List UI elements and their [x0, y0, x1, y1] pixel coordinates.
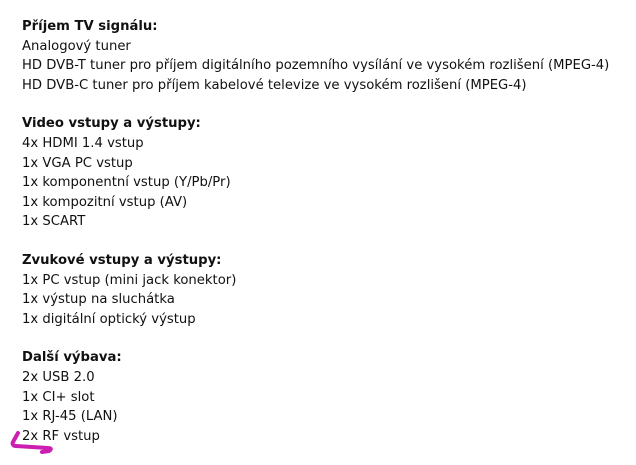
- corner-highlight-mark: [10, 427, 54, 455]
- spec-line: Analogový tuner: [22, 38, 131, 54]
- spec-line: 4x HDMI 1.4 vstup: [22, 135, 144, 151]
- spec-line: 1x RJ-45 (LAN): [22, 409, 118, 425]
- section-audio-io: [22, 251, 622, 329]
- spec-line: 1x CI+ slot: [22, 389, 95, 405]
- section-video-io: [22, 114, 622, 232]
- section-heading: Zvukové vstupy a výstupy:: [22, 252, 222, 268]
- section-heading: Příjem TV signálu:: [22, 19, 158, 34]
- spec-line: 1x VGA PC vstup: [22, 155, 133, 171]
- spec-line: 1x SCART: [22, 214, 86, 230]
- spec-line: 1x výstup na sluchátka: [22, 292, 175, 308]
- spec-line: 2x USB 2.0: [22, 369, 95, 385]
- spec-line: 2x RF vstup: [22, 428, 100, 444]
- spec-line: HD DVB-C tuner pro příjem kabelové televize ve vysokém rozlišení (MPEG-4): [22, 77, 527, 93]
- spec-list: [22, 17, 622, 465]
- section-heading: Video vstupy a výstupy:: [22, 116, 201, 132]
- spec-line: 1x PC vstup (mini jack konektor): [22, 272, 237, 288]
- spec-line: HD DVB-T tuner pro příjem digitálního pozemního vysílání ve vysokém rozlišení (MPEG-4): [22, 58, 610, 74]
- spec-line: 1x komponentní vstup (Y/Pb/Pr): [22, 175, 231, 191]
- section-extras: [22, 348, 622, 446]
- section-tv-signal: [22, 17, 622, 95]
- spec-line: 1x digitální optický výstup: [22, 311, 196, 327]
- section-heading: Další výbava:: [22, 350, 122, 366]
- spec-line: 1x kompozitní vstup (AV): [22, 194, 188, 210]
